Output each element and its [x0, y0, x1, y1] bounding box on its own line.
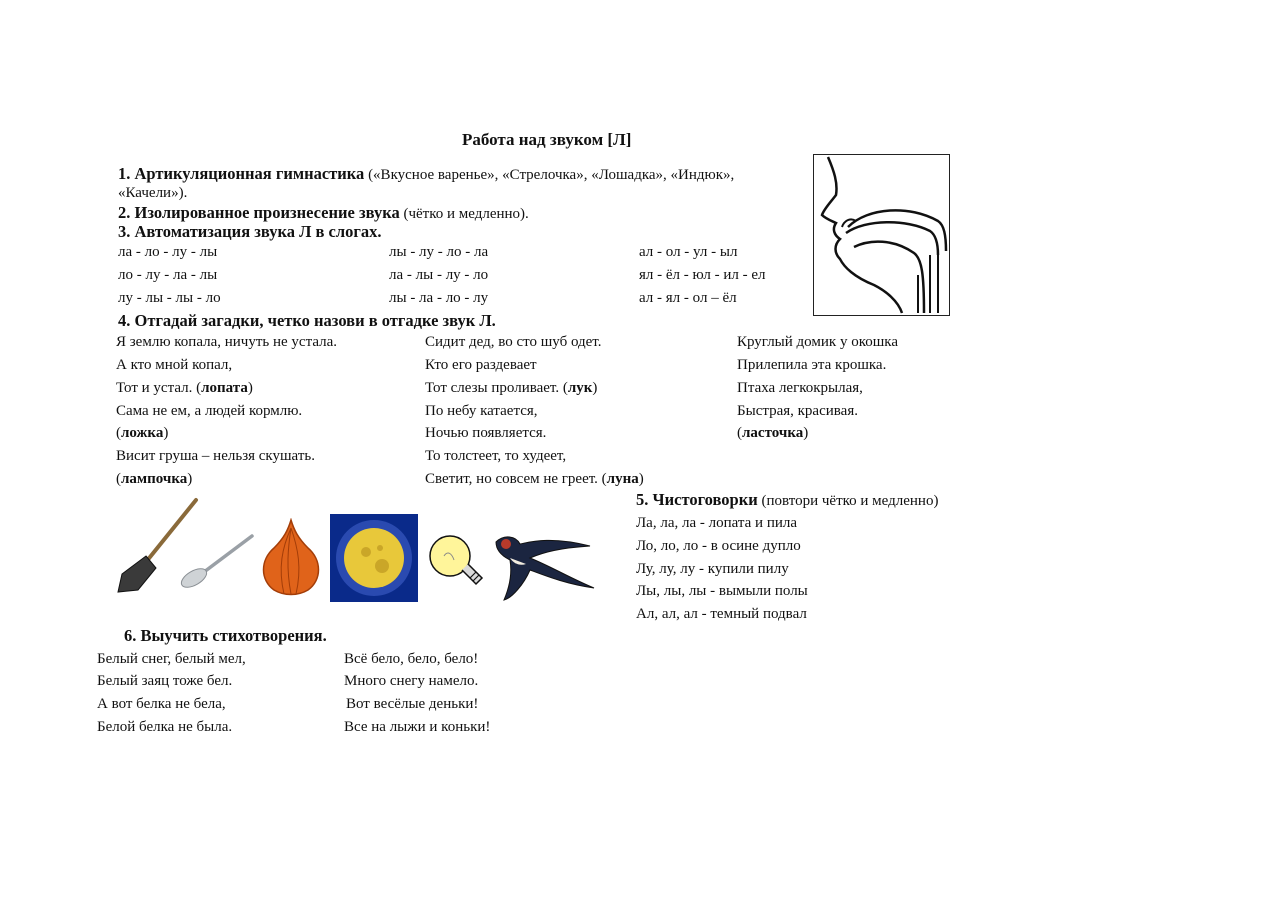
riddle-answer: лампочка: [121, 471, 188, 487]
riddle-1-line: Я землю копала, ничуть не устала.: [116, 334, 338, 350]
riddle-3-line: Птаха легкокрылая,: [737, 380, 863, 396]
riddle-text: ): [803, 425, 809, 441]
riddle-2-line: Ночью появляется.: [425, 425, 547, 441]
riddle-text: ): [247, 380, 253, 396]
syllable-row: ял - ёл - юл - ил - ел: [639, 267, 766, 283]
section-5: [636, 491, 938, 510]
riddle-text: (: [737, 425, 742, 441]
riddle-text: Тот слезы проливает. (: [425, 380, 568, 396]
riddle-2-line: Кто его раздевает: [425, 357, 537, 373]
section-2-heading: 2. Изолированное произнесение звука: [118, 203, 400, 222]
syllable-row: ла - лы - лу - ло: [389, 267, 489, 283]
riddle-3-line: Прилепила эта крошка.: [737, 357, 887, 373]
riddle-1-line: Висит груша – нельзя скушать.: [116, 448, 315, 464]
poem-2-line: Много снегу намело.: [344, 673, 479, 689]
lightbulb-icon: [424, 530, 496, 596]
poem-2-line: Всё бело, бело, бело!: [344, 651, 479, 667]
poem-1-line: Белой белка не была.: [97, 719, 233, 735]
riddle-text: Тот и устал. (: [116, 380, 202, 396]
section-2-text: (чётко и медленно).: [399, 206, 529, 222]
riddle-3-line: Круглый домик у окошка: [737, 334, 898, 350]
syllable-row: ло - лу - ла - лы: [118, 267, 218, 283]
spoon-icon: [176, 530, 256, 590]
riddle-text: (: [116, 425, 121, 441]
syllable-row: лы - ла - ло - лу: [389, 290, 489, 306]
syllable-row: ал - ол - ул - ыл: [639, 244, 738, 260]
section-2: [118, 204, 529, 223]
tongue-twister: Ал, ал, ал - темный подвал: [636, 606, 807, 622]
tongue-twister: Лы, лы, лы - вымыли полы: [636, 583, 808, 599]
riddle-3-line: [737, 424, 808, 442]
section-5-heading: 5. Чистоговорки: [636, 490, 758, 509]
riddle-text: ): [187, 471, 193, 487]
riddle-answer: ложка: [121, 425, 164, 441]
syllable-row: лы - лу - ло - ла: [389, 244, 489, 260]
riddle-1-line: А кто мной копал,: [116, 357, 233, 373]
tongue-twister: Ло, ло, ло - в осине дупло: [636, 538, 801, 554]
moon-icon: [330, 514, 418, 602]
riddle-2-line: То толстеет, то худеет,: [425, 448, 567, 464]
section-4-heading: 4. Отгадай загадки, четко назови в отгадке звук Л.: [118, 311, 496, 330]
section-1-line-1: [118, 165, 734, 184]
syllable-row: ла - ло - лу - лы: [118, 244, 218, 260]
section-1-line-2: «Качели»).: [118, 185, 188, 201]
riddle-text: Светит, но совсем не греет. (: [425, 471, 607, 487]
riddle-answer: луна: [606, 471, 639, 487]
page-title: Работа над звуком [Л]: [462, 130, 632, 149]
riddle-2-line: [425, 379, 597, 397]
riddle-2-line: Сидит дед, во сто шуб одет.: [425, 334, 602, 350]
tongue-twister: Лу, лу, лу - купили пилу: [636, 561, 789, 577]
poem-2-line: Все на лыжи и коньки!: [344, 719, 491, 735]
syllable-row: ал - ял - ол – ёл: [639, 290, 737, 306]
poem-2-line: Вот весёлые деньки!: [346, 696, 479, 712]
section-5-note: (повтори чётко и медленно): [757, 493, 939, 509]
riddle-text: (: [116, 471, 121, 487]
riddle-text: ): [638, 471, 644, 487]
section-1-heading: 1. Артикуляционная гимнастика: [118, 164, 365, 183]
tongue-twister: Ла, ла, ла - лопата и пила: [636, 515, 798, 531]
riddle-text: ): [592, 380, 598, 396]
riddle-3-line: Быстрая, красивая.: [737, 403, 858, 419]
riddle-1-line: [116, 424, 168, 442]
riddle-1-line: [116, 470, 192, 488]
riddle-answer: ласточка: [742, 425, 804, 441]
section-6-heading: 6. Выучить стихотворения.: [124, 626, 327, 645]
riddle-text: ): [163, 425, 169, 441]
onion-icon: [258, 518, 324, 598]
section-1-text: («Вкусное варенье», «Стрелочка», «Лошадка», «Индюк»,: [364, 167, 735, 183]
poem-1-line: А вот белка не бела,: [97, 696, 226, 712]
riddle-1-line: Сама не ем, а людей кормлю.: [116, 403, 303, 419]
riddle-answer: лопата: [201, 380, 248, 396]
swallow-icon: [490, 528, 596, 602]
syllable-row: лу - лы - лы - ло: [118, 290, 221, 306]
poem-1-line: Белый заяц тоже бел.: [97, 673, 233, 689]
poem-1-line: Белый снег, белый мел,: [97, 651, 246, 667]
riddle-2-line: [425, 470, 644, 488]
mouth-profile-icon: [813, 154, 950, 316]
section-3-heading: 3. Автоматизация звука Л в слогах.: [118, 222, 382, 241]
riddle-answer: лук: [567, 380, 593, 396]
riddle-2-line: По небу катается,: [425, 403, 538, 419]
riddle-1-line: [116, 379, 253, 397]
